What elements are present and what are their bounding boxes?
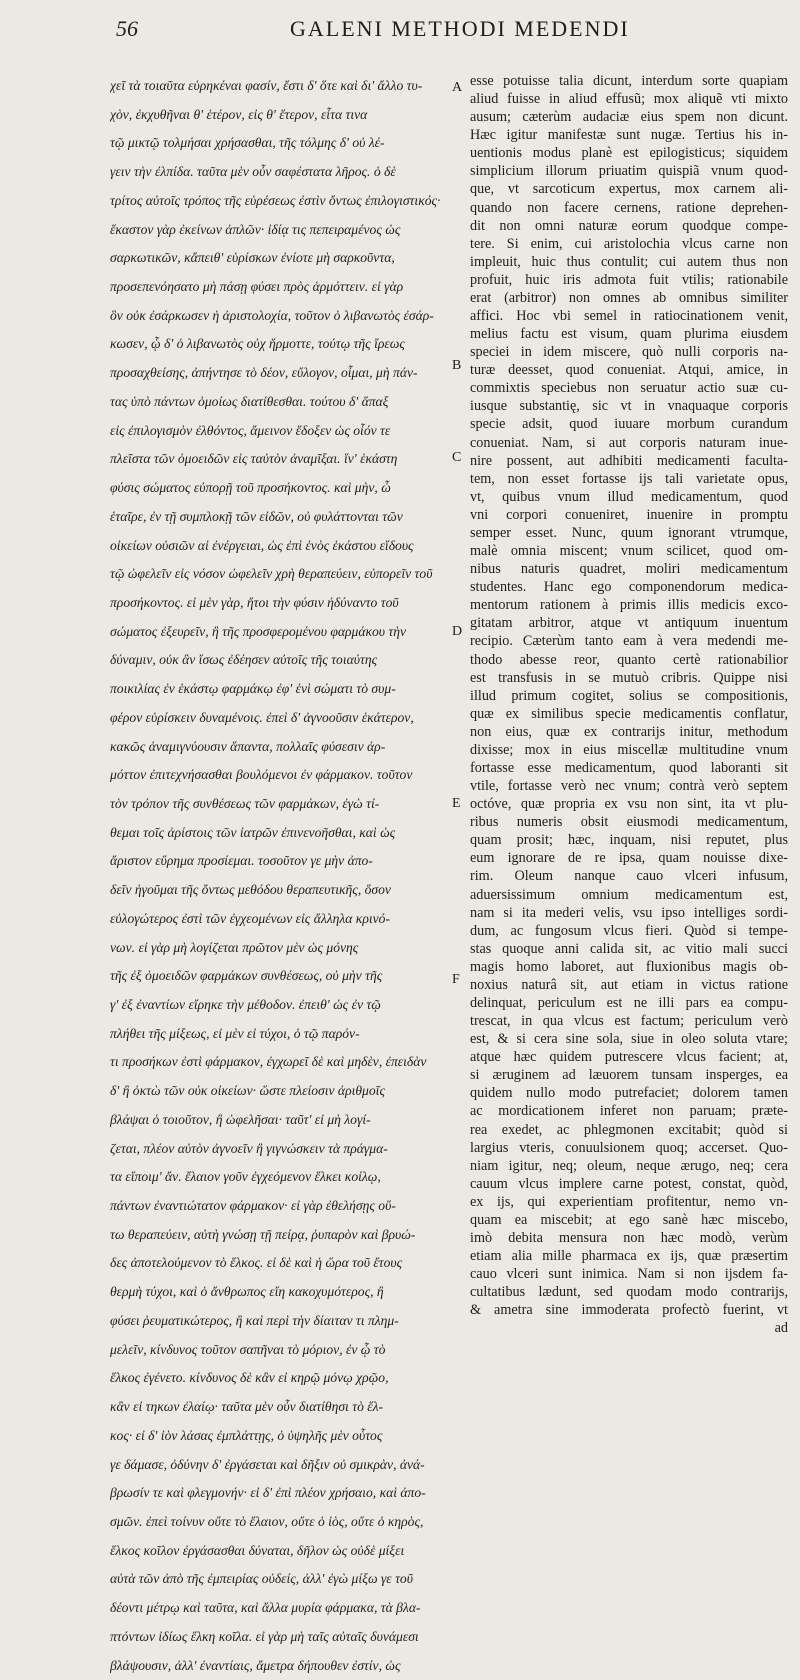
greek-text-line: βρωσίν τε καὶ φλεγμονήν· εἰ δ' ἐπὶ πλέον χρήσαιο, καὶ ἀπο-	[110, 1485, 426, 1501]
greek-text-line: δ' ἢ ὀκτὼ τῶν οὐκ οἰκείων· ὥστε πλείοσιν ἀριθμοῖς	[110, 1083, 385, 1099]
latin-text-line: rea exedet, ac phlegmonen excitabit; quòd si	[470, 1121, 788, 1138]
latin-text-line: affici. Hoc vbi semel in ratiocinationem venit,	[470, 308, 788, 325]
latin-text-line: iusque substantię, sic vt in vnaquaque corporis	[470, 398, 788, 415]
greek-text-line: μόττον ἐπιτεχνήσασθαι βουλόμενοι ἐν φάρμακον. τοῦτον	[110, 767, 413, 783]
greek-text-line: μελεῖν, κίνδυνος τοῦτον σαπῆναι τὸ μόριον, ἐν ᾧ τὸ	[110, 1341, 386, 1357]
latin-text-line: si æruginem ad læuorem tunsam insperges, ea	[470, 1067, 788, 1084]
greek-text-line: φέρον εὑρίσκειν δυναμένοις. ἐπεὶ δ' ἀγνοοῦσιν ἑκάτερον,	[110, 709, 414, 725]
greek-text-line: βλάψουσιν, ἀλλ' ἐναντίαις, ἄμετρα δήπουθεν ἐστίν, ὡς	[110, 1657, 401, 1673]
latin-text-line: stas quoque anni calida sit, ac vitio mali succi	[470, 940, 788, 957]
greek-text-line: προσαχθείσης, ἀπήντησε τὸ δέον, εὔλογον, οἶμαι, μὴ πάν-	[110, 365, 418, 381]
latin-text-line: aliud fuisse in aliud effusũ; mox aliquẽ vti mixto	[470, 91, 788, 108]
greek-text-line: οἰκείων οὐσιῶν αἱ ἐνέργειαι, ὡς ἐπὶ ἑνὸς ἑκάστου εἴδους	[110, 537, 414, 553]
latin-text-line: simplicium illorum priuatim quispiã vnum quod-	[470, 163, 788, 180]
latin-text-line: quæ ex similibus specie medicamentis conflatur,	[470, 705, 788, 722]
greek-text-line: δεῖν ἡγοῦμαι τῆς ὄντως μεθόδου θεραπευτικῆς, ὅσον	[110, 882, 391, 898]
latin-text-line: vt, quibus vnum illud medicamentum, quod	[470, 488, 788, 505]
greek-text-line: σμῶν. ἐπεὶ τοίνυν οὔτε τὸ ἔλαιον, οὔτε ὁ ἰὸς, οὔτε ὁ κηρὸς,	[110, 1513, 424, 1529]
greek-text-line: τὸν τρόπον τῆς συνθέσεως τῶν φαρμάκων, ἐγὼ τί-	[110, 795, 380, 811]
greek-text-line: εἰς ἐπιλογισμὸν ἐλθόντος, ἄμεινον ἔδοξεν ὡς οἷόν τε	[110, 422, 391, 438]
greek-column	[110, 72, 448, 1680]
latin-text-line: ex ijs, qui experientiam profitentur, nemo vn-	[470, 1193, 788, 1210]
margin-section-letter: E	[452, 796, 461, 811]
margin-section-letter: F	[452, 972, 460, 987]
latin-text-line: tem, non esset fortasse ijs tali varietate opus,	[470, 470, 788, 487]
latin-text-line: turæ deesset, quod conueniat. Atqui, amice, in	[470, 362, 788, 379]
latin-text-line: magis homo laboret, aut fluxionibus magis ob-	[470, 958, 788, 975]
margin-letters	[452, 72, 466, 1032]
latin-text-line: esse potuisse talia dicunt, interdum sorte quapiam	[470, 73, 788, 89]
greek-text-line: χεῖ τὰ τοιαῦτα εὑρηκέναι φασίν, ἔστι δ' ὅτε καὶ δι' ἄλλο τυ-	[110, 78, 423, 93]
latin-text-line: ribus numeris obsit eiusmodi medicamentum,	[470, 814, 788, 831]
latin-text-line: etiam alia mille pharmaca ex ijs, quæ præsertim	[470, 1248, 788, 1265]
greek-text-line: τω θεραπεύειν, αὐτὴ γνώσῃ τῇ πείρᾳ, ῥυπαρὸν καὶ βρυώ-	[110, 1226, 416, 1242]
margin-section-letter: D	[452, 624, 463, 639]
latin-text-line: rim. Oleum nanque cauo vlceri infusum,	[470, 868, 788, 885]
latin-text-line: eum ignorare de re ipsa, quam nouisse dixe-	[470, 850, 788, 867]
latin-text-line: octóve, quæ propria ex vsu non sint, ita vt plu-	[470, 796, 788, 813]
greek-text-line: φύσει ῥευματικώτερος, ἢ καὶ περὶ τὴν δίαιταν τι πλημ-	[110, 1312, 399, 1328]
greek-text-line: εὐλογώτερος ἐστὶ τῶν ἐγχεομένων εἰς ἄλληλα κρινό-	[110, 910, 390, 926]
latin-text-line: commixtis speciebus non seruatur actio suæ cu-	[470, 380, 788, 397]
greek-text-line: τῷ ὠφελεῖν εἰς νόσον ὠφελεῖν χρὴ θεραπεύειν, εὐπορεῖν τοῦ	[110, 566, 433, 582]
greek-text-line: ἑταῖρε, ἐν τῇ συμπλοκῇ τῶν εἰδῶν, οὐ φυλάττονται τῶν	[110, 508, 403, 524]
latin-text-line: semper esset. Nunc, quum ignorant vtrumque,	[470, 524, 788, 541]
latin-text-line: est transfusis in se mutuò cribris. Quippe nisi	[470, 669, 788, 686]
running-header: GALENI METHODI MEDENDI	[290, 16, 630, 41]
latin-text-line: cultatibus lædunt, sed quodam modo contrarijs,	[470, 1284, 788, 1301]
latin-text-line: specie adsit, quod iuuare morbum curandum	[470, 416, 788, 433]
greek-text-line: ἄριστον εὕρημα προσίεμαι. τοσοῦτον γε μὴν ἀπο-	[110, 853, 373, 869]
latin-text-line: impleuit, huic thus contulit; cui autem thus non	[470, 253, 788, 270]
latin-text-line: atque hæc quidem putrescere vlcus facient; at,	[470, 1049, 788, 1066]
latin-text-line: thodo abesse reor, quanto certè rationabilior	[470, 651, 788, 668]
greek-text-line: φύσις σώματος εὐπορῇ τοῦ προσήκοντος. καὶ μὴν, ὦ	[110, 480, 391, 496]
greek-text-line: πλήθει τῆς μίξεως, εἰ μὲν εἰ τύχοι, ὁ τῷ παρόν-	[110, 1025, 360, 1041]
latin-text-line: nam si ita mederi velis, vsu ipso intelliges sordi-	[470, 904, 788, 921]
greek-text-line: πτόντων ἰδίως ἕλκη κοῖλα. εἰ γὰρ μὴ ταῖς αὐταῖς δυνάμεσι	[110, 1628, 419, 1644]
page-number: 56	[116, 16, 138, 41]
latin-text-line: dum, ac fungosum vlcus fieri. Quòd si tempe-	[470, 922, 788, 939]
greek-text-line: νων. εἰ γὰρ μὴ λογίζεται πρῶτον μὲν ὡς μόνης	[110, 939, 359, 955]
latin-text-line: fortasse esse medicamentum, quod laboranti sit	[470, 759, 788, 776]
greek-text-line: αὐτὰ τῶν ἀπὸ τῆς ἐμπειρίας οὐδείς, ἀλλ' ἐγὼ μίξω γε τοῦ	[110, 1571, 413, 1587]
latin-text-line: ac mordicationem inferet non paruam; præte-	[470, 1103, 788, 1120]
latin-text-line: Hæc igitur manifestæ sunt nugæ. Tertius his in-	[470, 127, 788, 144]
latin-text-line: quam prosit; hæc, inquam, nisi reputet, plus	[470, 832, 788, 849]
latin-text-line: gitatam arbitror, atque vt antiquum inuentum	[470, 615, 788, 632]
greek-text-line: γε δάμασε, ὀδύνην δ' ἐργάσεται καὶ δῆξιν οὐ σμικρὰν, ἀνά-	[110, 1456, 425, 1472]
greek-text-line: πλεῖστα τῶν ὁμοειδῶν εἰς ταὐτὸν ἀναμῖξαι. ἵν' ἑκάστη	[110, 451, 398, 467]
latin-text-line: erat (arbitror) non omnes ab omnibus similiter	[470, 289, 788, 306]
greek-text-line: ἕλκος κοῖλον ἐργάσασθαι δύναται, δῆλον ὡς οὐδὲ μίξει	[110, 1542, 405, 1558]
latin-text-line: conueniat. Nam, si aut corporis naturam inue-	[470, 434, 788, 451]
greek-text-line: δύναμιν, οὐκ ἂν ἴσως ἐδέησεν αὐτοῖς τῆς τοιαύτης	[110, 652, 378, 668]
latin-text-line: que, vt sarcoticum expertus, mox carnem ali-	[470, 181, 788, 198]
latin-text-line: vni corpori conueniret, inuenire in promptu	[470, 506, 788, 523]
margin-section-letter: A	[452, 80, 463, 95]
greek-text-line: τας ὑπὸ πάντων ὁμοίως διατίθεσθαι. τούτου δ' ἅπαξ	[110, 393, 389, 409]
latin-text-line: quam ea miscebit; at ego sanè hæc miscebo,	[470, 1211, 788, 1228]
greek-text-line: ἕλκος ἐγένετο. κίνδυνος δὲ κἂν εἰ κηρῷ μόνῳ χρῷο,	[110, 1370, 389, 1386]
greek-text-line: κωσεν, ᾧ δ' ὁ λιβανωτὸς οὐχ ἥρμοττε, τούτῳ τῆς ἴρεως	[110, 336, 405, 352]
latin-text-line: malè omnia miscent; vnum scilicet, quod om-	[470, 543, 788, 560]
greek-text-line: σώματος ἐξευρεῖν, ἢ τῆς προσφερομένου φαρμάκου τὴν	[110, 623, 407, 639]
latin-text-line: quidem nullo modo putrefaciet; dolorem tamen	[470, 1085, 788, 1102]
latin-text-line: quando non facere cernens, ratione deprehen-	[470, 199, 788, 216]
greek-text-line: θερμὴ τύχοι, καὶ ὁ ἄνθρωπος εἴη κακοχυμότερος, ἢ	[110, 1284, 384, 1300]
latin-text-line: delinquat, periculum est ne illi pars ea compu-	[470, 994, 788, 1011]
greek-text-line: δέοντι μέτρῳ καὶ ταῦτα, καὶ ἄλλα μυρία φάρμακα, τὰ βλα-	[110, 1600, 421, 1616]
latin-text-line: cauo vlceri sunt inimica. Nam si non ijsdem fa-	[470, 1266, 788, 1283]
latin-text-line: vtile, fortasse verò nec vnum; contrà verò septem	[470, 778, 788, 795]
latin-text-line: & ametra sine immoderata profectò fuerint, vt	[470, 1302, 788, 1319]
greek-text-line: βλάψαι ὁ τοιοῦτον, ἢ ὠφελῆσαι· ταῦτ' εἰ μὴ λογί-	[110, 1111, 371, 1127]
latin-text-line: profuit, huic iris admota fuit vtilis; rationabile	[470, 271, 788, 288]
greek-text-line: σαρκωτικῶν, κἄπειθ' εὑρίσκων ἐνίοτε μὴ σαρκοῦντα,	[110, 250, 395, 266]
latin-text-line: uentionis modus planè est epilogisticus; siquidem	[470, 145, 788, 162]
latin-text-line: tere. Si enim, cui aristolochia vlcus carne non	[470, 235, 788, 252]
margin-section-letter: B	[452, 358, 462, 373]
latin-text-line: aduersissimum omnium medicamentum est,	[470, 886, 788, 903]
margin-section-letter: C	[452, 450, 462, 465]
latin-text-line: niam igitur, neq; oleum, neque ærugo, neq; cera	[470, 1157, 788, 1174]
greek-text-line: πάντων ἐναντιώτατον φάρμακον· εἰ γὰρ ἐθελήσῃς οὕ-	[110, 1198, 396, 1214]
latin-text-line: imò debita mensura non hæc modò, verùm	[470, 1230, 788, 1246]
greek-text-line: κακῶς ἀναμιγνύουσιν ἅπαντα, πολλαῖς φύσεσιν ἁρ-	[110, 738, 386, 754]
greek-text-line: κἂν εἰ τηκων ἐλαίῳ· ταῦτα μὲν οὖν διατίθησι τὸ ἕλ-	[110, 1399, 384, 1415]
greek-text-line: γ' ἐξ ἐναντίων εἴρηκε τὴν μέθοδον. ἐπειθ' ὡς ἐν τῷ	[110, 997, 381, 1012]
latin-text-line: ausum; cæterùm audaciæ eius spem non dicunt.	[470, 109, 788, 126]
latin-text-line: est, & si cera sine sola, siue in oleo soluta vtare;	[470, 1031, 788, 1048]
latin-text-line: noxius naturâ sit, aut etiam in victus ratione	[470, 976, 788, 993]
greek-text-line: θεμαι τοῖς ἀρίστοις τῶν ἰατρῶν ἐπινενοῆσθαι, καὶ ὡς	[110, 824, 396, 840]
latin-text-line: mentorum rationem à primis illis medicis exco-	[470, 597, 788, 614]
greek-text-line: τῆς ἐξ ὁμοειδῶν φαρμάκων συνθέσεως, οὐ μὴν τῆς	[110, 968, 383, 984]
greek-text-line: ὃν οὐκ ἐσάρκωσεν ἡ ἀριστολοχία, τοῦτον ὁ λιβανωτὸς ἐσάρ-	[110, 307, 434, 323]
greek-text-line: ἕκαστον γὰρ ἐκείνων ἁπλῶν· ἰδίᾳ τις πεπειραμένος ὡς	[110, 221, 401, 237]
greek-text-line: χὸν, ἐκχυθῆναι θ' ἑτέρον, εἰς θ' ἕτερον, εἶτα τινα	[110, 106, 368, 122]
greek-text-line: τα εἴποιμ' ἄν. ἔλαιον γοῦν ἐγχεόμενον ἕλκει κοίλῳ,	[110, 1169, 381, 1185]
greek-text-line: δες ἀποτελούμενον τὸ ἕλκος. εἰ δὲ καὶ ἡ ὥρα τοῦ ἔτους	[110, 1255, 403, 1271]
latin-text-line: ad	[774, 1320, 788, 1337]
greek-text-line: τι προσήκων ἐστὶ φάρμακον, ἐγχωρεῖ δὲ καὶ μηδὲν, ἐπειδὰν	[110, 1054, 427, 1070]
latin-text-line: dit non omni naturæ eorum quodque compe-	[470, 217, 788, 234]
greek-text-line: τρίτος αὐτοῖς τρόπος τῆς εὑρέσεως ἐστὶν ὄντως ἐπιλογιστικός·	[110, 192, 441, 208]
greek-text-line: τῷ μικτῷ τολμήσαι χρήσασθαι, τῆς τόλμης δ' οὐ λέ-	[110, 135, 385, 151]
greek-text-line: γειν τὴν ἐλπίδα. ταῦτα μὲν οὖν σαφέστατα λῆρος. ὁ δὲ	[110, 164, 396, 180]
latin-text-line: recipio. Cæterùm tanto eam à vera medendi me-	[470, 633, 788, 650]
latin-text-line: speciei in idem miscere, quò nulli corporis na-	[470, 344, 788, 361]
latin-text-line: dixisse; mox in eius miscellæ multitudine vnum	[470, 741, 788, 758]
greek-text-line: ποικιλίας ἐν ἑκάστῳ φαρμάκῳ ἐφ' ἑνὶ σώματι τὸ συμ-	[110, 681, 396, 697]
latin-text-line: illud primum cogitet, solius se compositionis,	[470, 687, 788, 704]
latin-text-line: largius vteris, conuulsionem quoq; accerset. Quo-	[470, 1139, 788, 1156]
greek-text-line: προσεπενόησατο μὴ πάσῃ φύσει πρὸς ἁρμόττειν. εἰ γὰρ	[110, 279, 404, 295]
latin-text-line: nire possent, aut adhibiti medicamenti faculta-	[470, 452, 788, 469]
latin-text-line: nibus naturis quadret, moliri medicamentum	[470, 561, 788, 578]
latin-column	[470, 72, 788, 1337]
greek-text-line: ζεται, πλέον αὐτὸν ἀγνοεῖν ἢ γιγνώσκειν τὰ πράγμα-	[110, 1140, 388, 1156]
latin-text-line: cauum vlcus implere carne potest, constat, quòd,	[470, 1175, 788, 1192]
latin-text-line: trescat, in qua vlcus est factum; periculum verò	[470, 1013, 788, 1030]
latin-text-line: melius factu est visum, quam plurima eiusdem	[470, 326, 788, 343]
greek-text-line: κος· εἰ δ' ἰὸν λάσας ἐμπλάττῃς, ὁ ὑψηλῆς μὲν οὗτος	[110, 1427, 383, 1443]
latin-text-line: studentes. Hanc ego componendorum medica-	[470, 579, 788, 596]
latin-text-line: non eius, quæ ex contrarijs initur, methodum	[470, 723, 788, 740]
greek-text-line: προσήκοντος. εἰ μὲν γὰρ, ἤτοι τὴν φύσιν ἠδύναντο τοῦ	[110, 594, 399, 610]
